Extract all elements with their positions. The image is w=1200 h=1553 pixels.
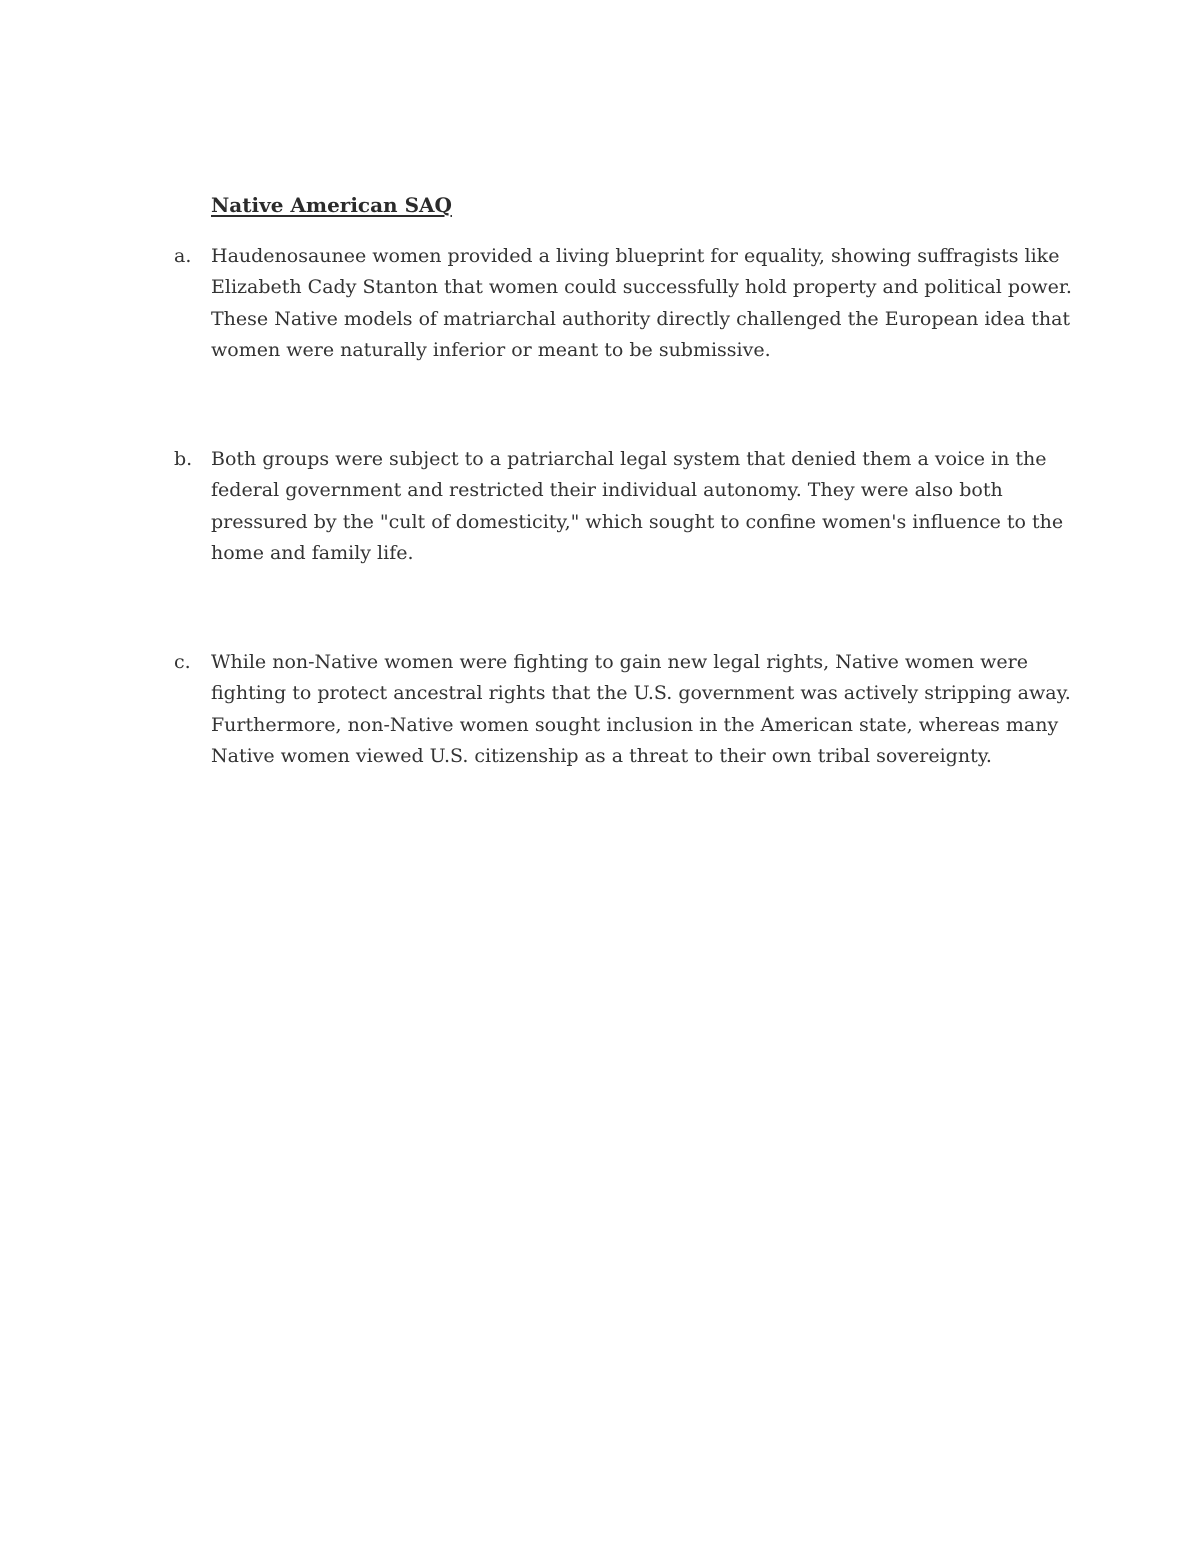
list-marker-a: a. <box>174 245 192 267</box>
list-text-a: Haudenosaunee women provided a living blueprint for equality, showing suffragists like Elizabeth Cady Stanton that women could successfully hold property and political power. These Native models of matriarchal authority directly challenged the European idea that women were naturally inferior or meant to be submissive. <box>211 245 1072 361</box>
list-item-c <box>174 647 1074 772</box>
document-title: Native American SAQ <box>211 193 452 217</box>
list-marker-c: c. <box>174 651 191 673</box>
list-item-a <box>174 241 1074 366</box>
list-marker-b: b. <box>174 448 193 470</box>
list-text-b: Both groups were subject to a patriarchal legal system that denied them a voice in the federal government and restricted their individual autonomy. They were also both pressured by the "cult of domesticity," which sought to confine women's influence to the home and family life. <box>211 448 1064 564</box>
list-item-b <box>174 444 1074 569</box>
list-text-c: While non-Native women were fighting to gain new legal rights, Native women were fighting to protect ancestral rights that the U.S. government was actively stripping away. Furthermore, non-Native women sought inclusion in the American state, whereas many Native women viewed U.S. citizenship as a threat to their own tribal sovereignty. <box>211 651 1071 767</box>
